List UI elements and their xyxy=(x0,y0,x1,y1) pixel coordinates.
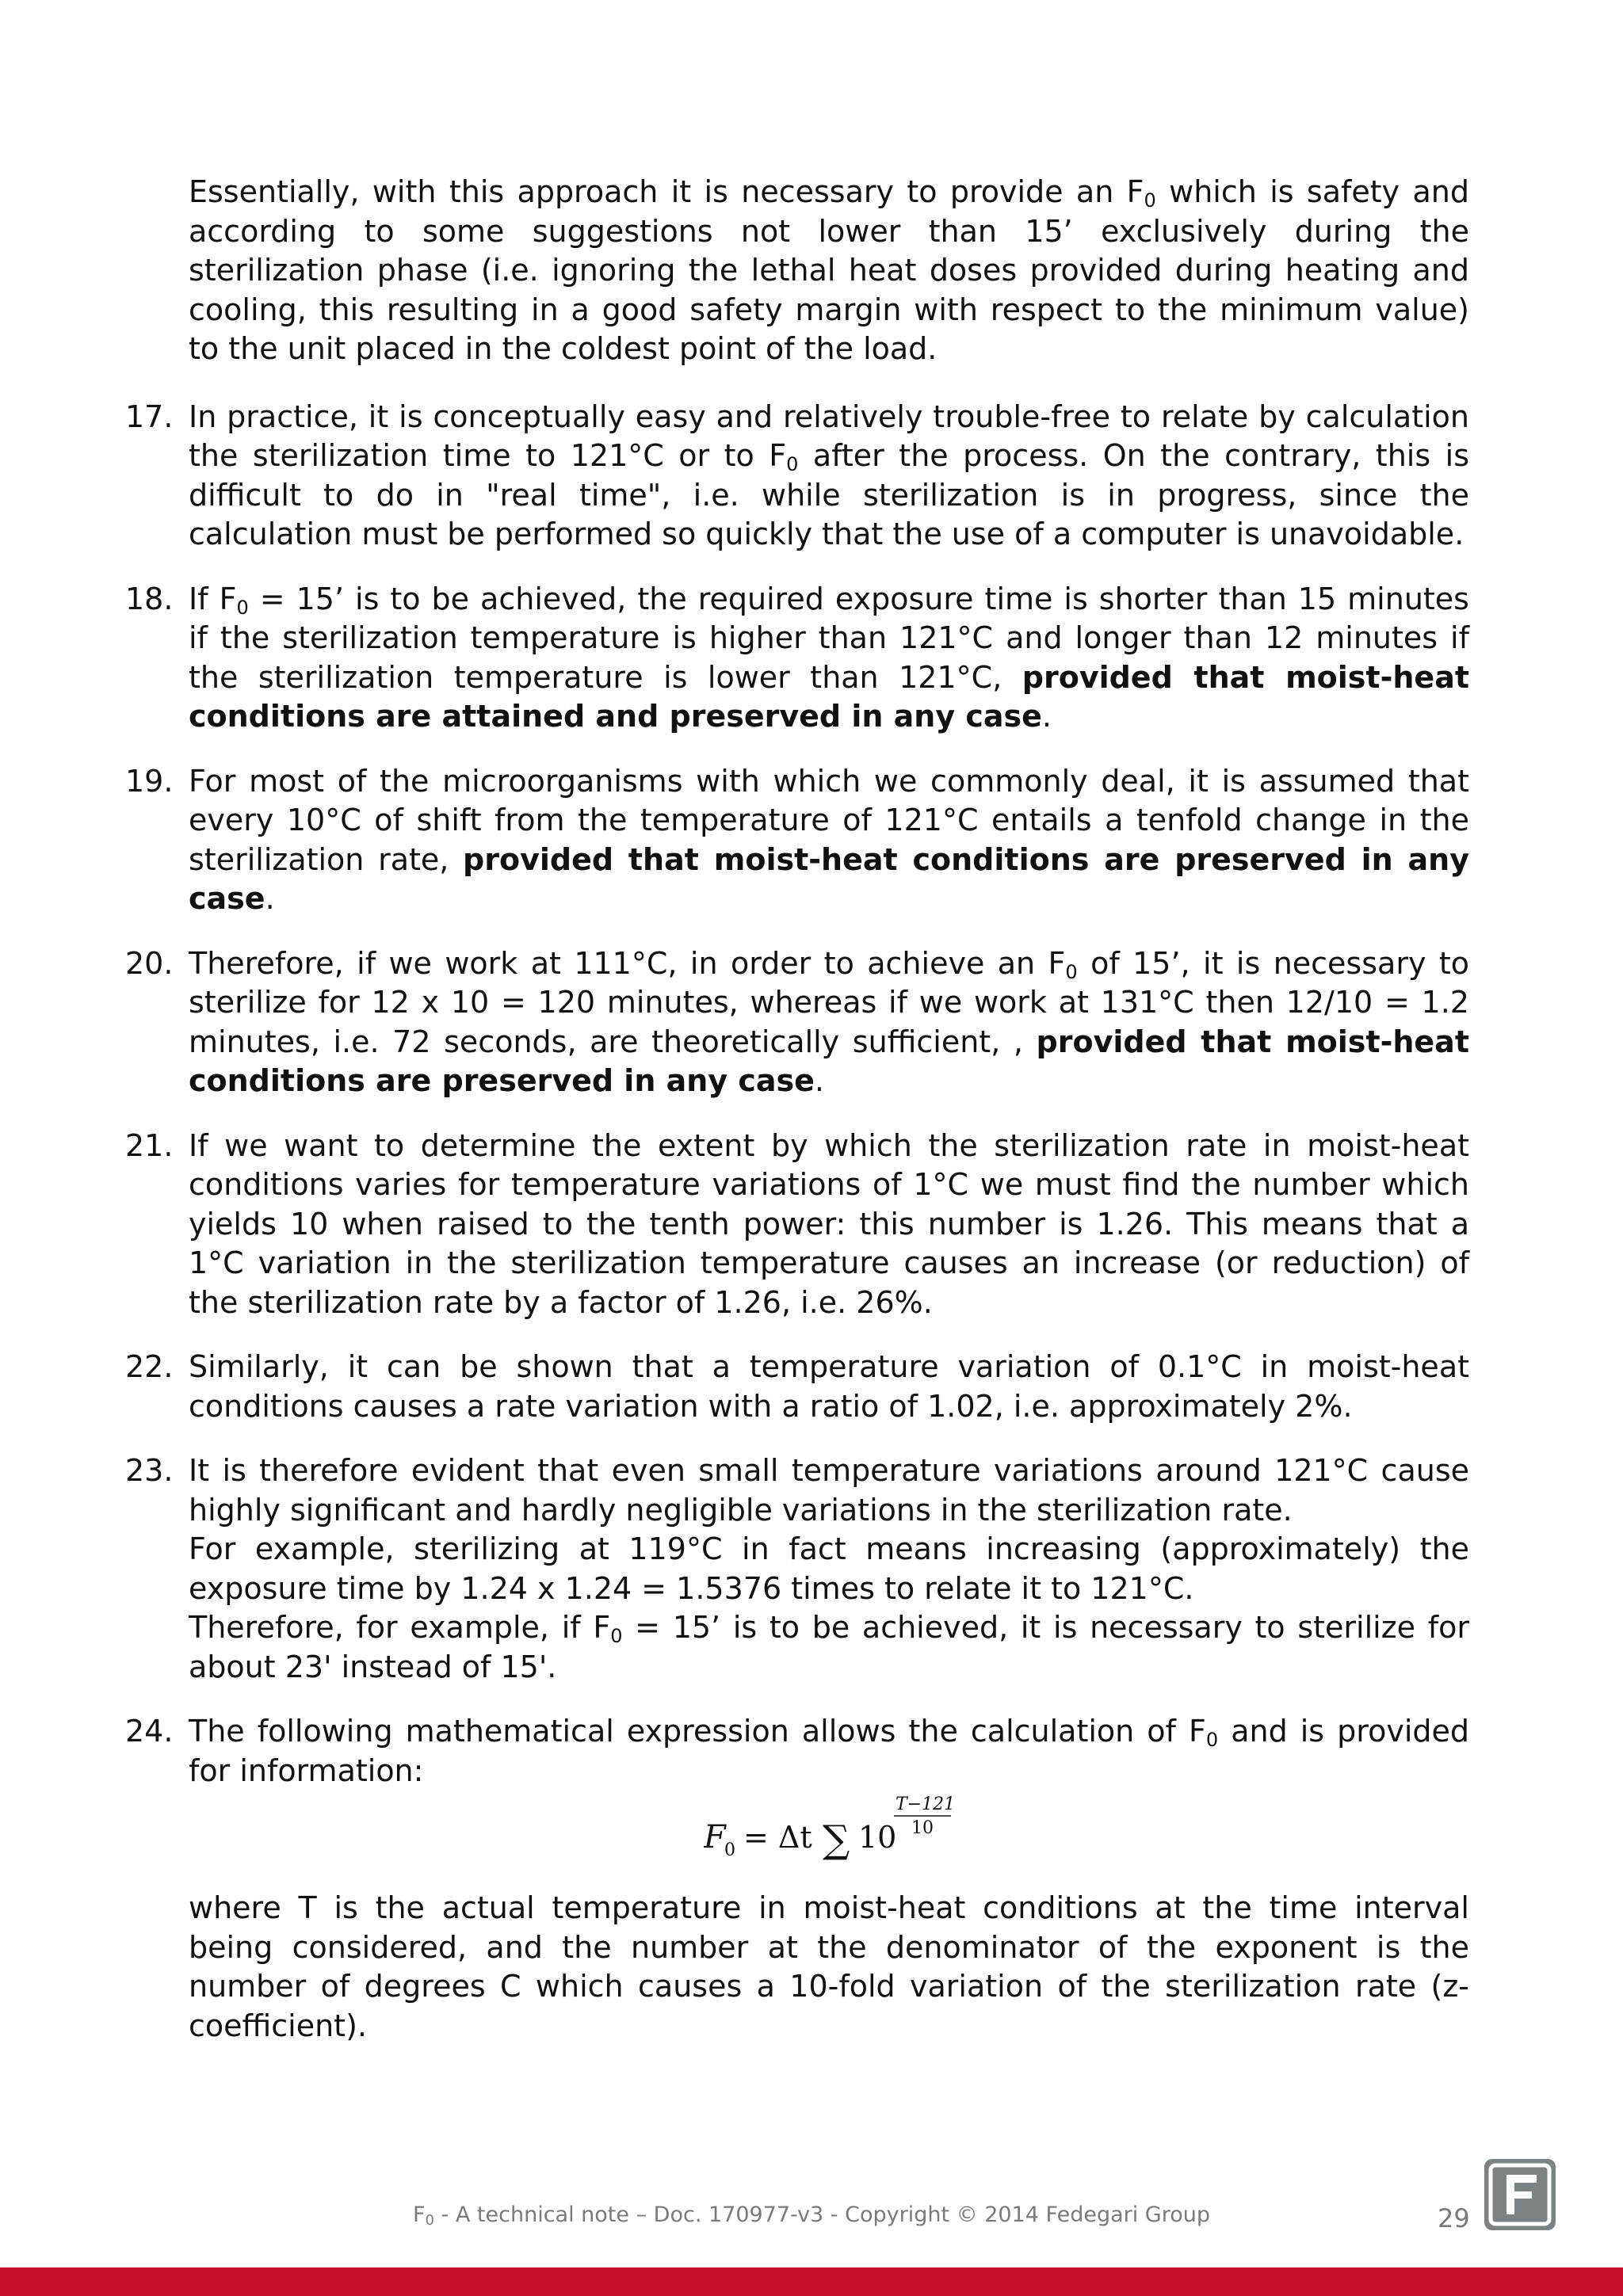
list-item-20 xyxy=(125,944,1469,1101)
list-item-24 xyxy=(125,1712,1469,2046)
bold-text: provided that moist-heat conditions are preserved in any case xyxy=(189,1024,1469,1098)
item-text: If we want to determine the extent by which the sterilization rate in moist-heat conditions varies for temperature variations of 1°C we must find the number which yields 10 when raised to the tenth power: this number is 1.26. This means that a 1°C variation in the sterilization temperature causes an increase (or reduction) of the sterilization rate by a factor of 1.26, i.e. 26%. xyxy=(189,1127,1469,1320)
bold-text: provided that moist-heat conditions are preserved in any case xyxy=(189,841,1469,916)
list-item-17 xyxy=(125,398,1469,555)
subscript: 0 xyxy=(1065,960,1078,983)
text-run: Therefore, for example, if F xyxy=(189,1610,611,1645)
formula-lhs: F xyxy=(704,1819,726,1855)
formula-eq: = Δt xyxy=(743,1820,812,1855)
text-run: If F xyxy=(189,581,237,616)
intro-text-cont: which is safety and according to some suggestions not lower than 15’ exclusively during the sterilization phase (i.e. ignoring the lethal heat doses provided during heating and cooling, this resulting in a good safety margin with respect to the minimum value) to the unit placed in the coldest point of the load. xyxy=(189,174,1469,366)
item-number: 22. xyxy=(125,1349,174,1384)
item-number: 21. xyxy=(125,1127,174,1163)
list-item-23 xyxy=(125,1451,1469,1687)
item-text xyxy=(189,1712,1469,1791)
item-number: 19. xyxy=(125,763,174,799)
f0-formula xyxy=(189,1795,1469,1867)
subscript: 0 xyxy=(425,2212,434,2229)
text-run: For most of the microorganisms with which we commonly deal, it is assumed that every 10°C of shift from the temperature of 121°C entails a tenfold change in the sterilization rate, xyxy=(189,763,1469,877)
subscript: 0 xyxy=(1205,1729,1219,1751)
subscript: 0 xyxy=(236,596,249,619)
list-item-21 xyxy=(125,1127,1469,1323)
item-number: 20. xyxy=(125,945,174,981)
item-text: Similarly, it can be shown that a temperature variation of 0.1°C in moist-heat conditions causes a rate variation with a ratio of 1.02, i.e. approximately 2%. xyxy=(189,1349,1469,1424)
document-body xyxy=(125,173,1469,2046)
fedegari-logo-icon xyxy=(1483,2157,1557,2232)
formula-sum: ∑ xyxy=(823,1817,850,1862)
subscript: 0 xyxy=(610,1625,623,1647)
text-run: . xyxy=(265,881,275,916)
item-text xyxy=(189,1608,1469,1687)
text-run: Therefore, if we work at 111°C, in order to achieve an F xyxy=(189,945,1066,981)
formula-exp-den: 10 xyxy=(911,1818,934,1838)
text-run: = 15’ is to be achieved, it is necessary to sterilize for about 23' instead of 15'. xyxy=(189,1610,1469,1684)
text-run: of 15’, it is necessary to sterilize for 12 x 10 = 120 minutes, whereas if we work at 131°C then 12/10 = 1.2 minutes, i.e. 72 seconds, are theoretically sufficient, , xyxy=(189,945,1469,1059)
text-run: F xyxy=(412,2203,426,2227)
item-number: 24. xyxy=(125,1714,174,1749)
footer-note xyxy=(0,2203,1623,2227)
formula-lhs-sub: 0 xyxy=(724,1840,735,1860)
item-text: For example, sterilizing at 119°C in fact means increasing (approximately) the exposure time by 1.24 x 1.24 = 1.5376 times to relate it to 121°C. xyxy=(189,1531,1469,1606)
intro-text: Essentially, with this approach it is necessary to provide an F xyxy=(189,174,1144,209)
subscript: 0 xyxy=(1144,189,1156,212)
page-number: 29 xyxy=(1438,2203,1470,2233)
item-text xyxy=(189,398,1469,555)
formula-exp-num: T−121 xyxy=(896,1795,956,1814)
item-number: 17. xyxy=(125,399,174,434)
text-run: after the process. On the contrary, this is difficult to do in "real time", i.e. while sterilization is in progress, since the calculation must be performed so quickly that the use of a computer is unavoidable. xyxy=(189,438,1469,551)
subscript: 0 xyxy=(786,453,799,475)
bold-text: provided that moist-heat conditions are attained and preserved in any case xyxy=(189,659,1469,734)
item-text xyxy=(189,580,1469,737)
text-run: In practice, it is conceptually easy and relatively trouble-free to relate by calculation the sterilization time to 121°C or to F xyxy=(189,399,1469,473)
list-item-19 xyxy=(125,762,1469,919)
item-number: 18. xyxy=(125,581,174,616)
text-run: . xyxy=(1041,699,1052,734)
text-run: = 15’ is to be achieved, the required exposure time is shorter than 15 minutes if the sterilization temperature is higher than 121°C and longer than 12 minutes if the sterilization temperature is lower than 121°C, xyxy=(189,581,1469,695)
list-item-22 xyxy=(125,1348,1469,1426)
accent-bar xyxy=(0,2267,1623,2296)
formula-base: 10 xyxy=(858,1820,897,1855)
formula-graphic xyxy=(704,1795,957,1867)
text-run: The following mathematical expression allows the calculation of F xyxy=(189,1714,1206,1749)
intro-paragraph xyxy=(189,173,1469,369)
item-text: where T is the actual temperature in moist-heat conditions at the time interval being considered, and the number at the denominator of the exponent is the number of degrees C which causes a 10-fold variation of the sterilization rate (z-coefficient). xyxy=(189,1890,1469,2043)
item-text xyxy=(189,944,1469,1101)
item-text: It is therefore evident that even small temperature variations around 121°C cause highly significant and hardly negligible variations in the sterilization rate. xyxy=(189,1453,1469,1527)
list-item-18 xyxy=(125,580,1469,737)
item-text xyxy=(189,762,1469,919)
item-number: 23. xyxy=(125,1453,174,1488)
text-run: - A technical note – Doc. 170977-v3 - Copyright © 2014 Fedegari Group xyxy=(433,2203,1211,2227)
text-run: . xyxy=(814,1063,824,1098)
text-run: and is provided for information: xyxy=(189,1714,1469,1788)
